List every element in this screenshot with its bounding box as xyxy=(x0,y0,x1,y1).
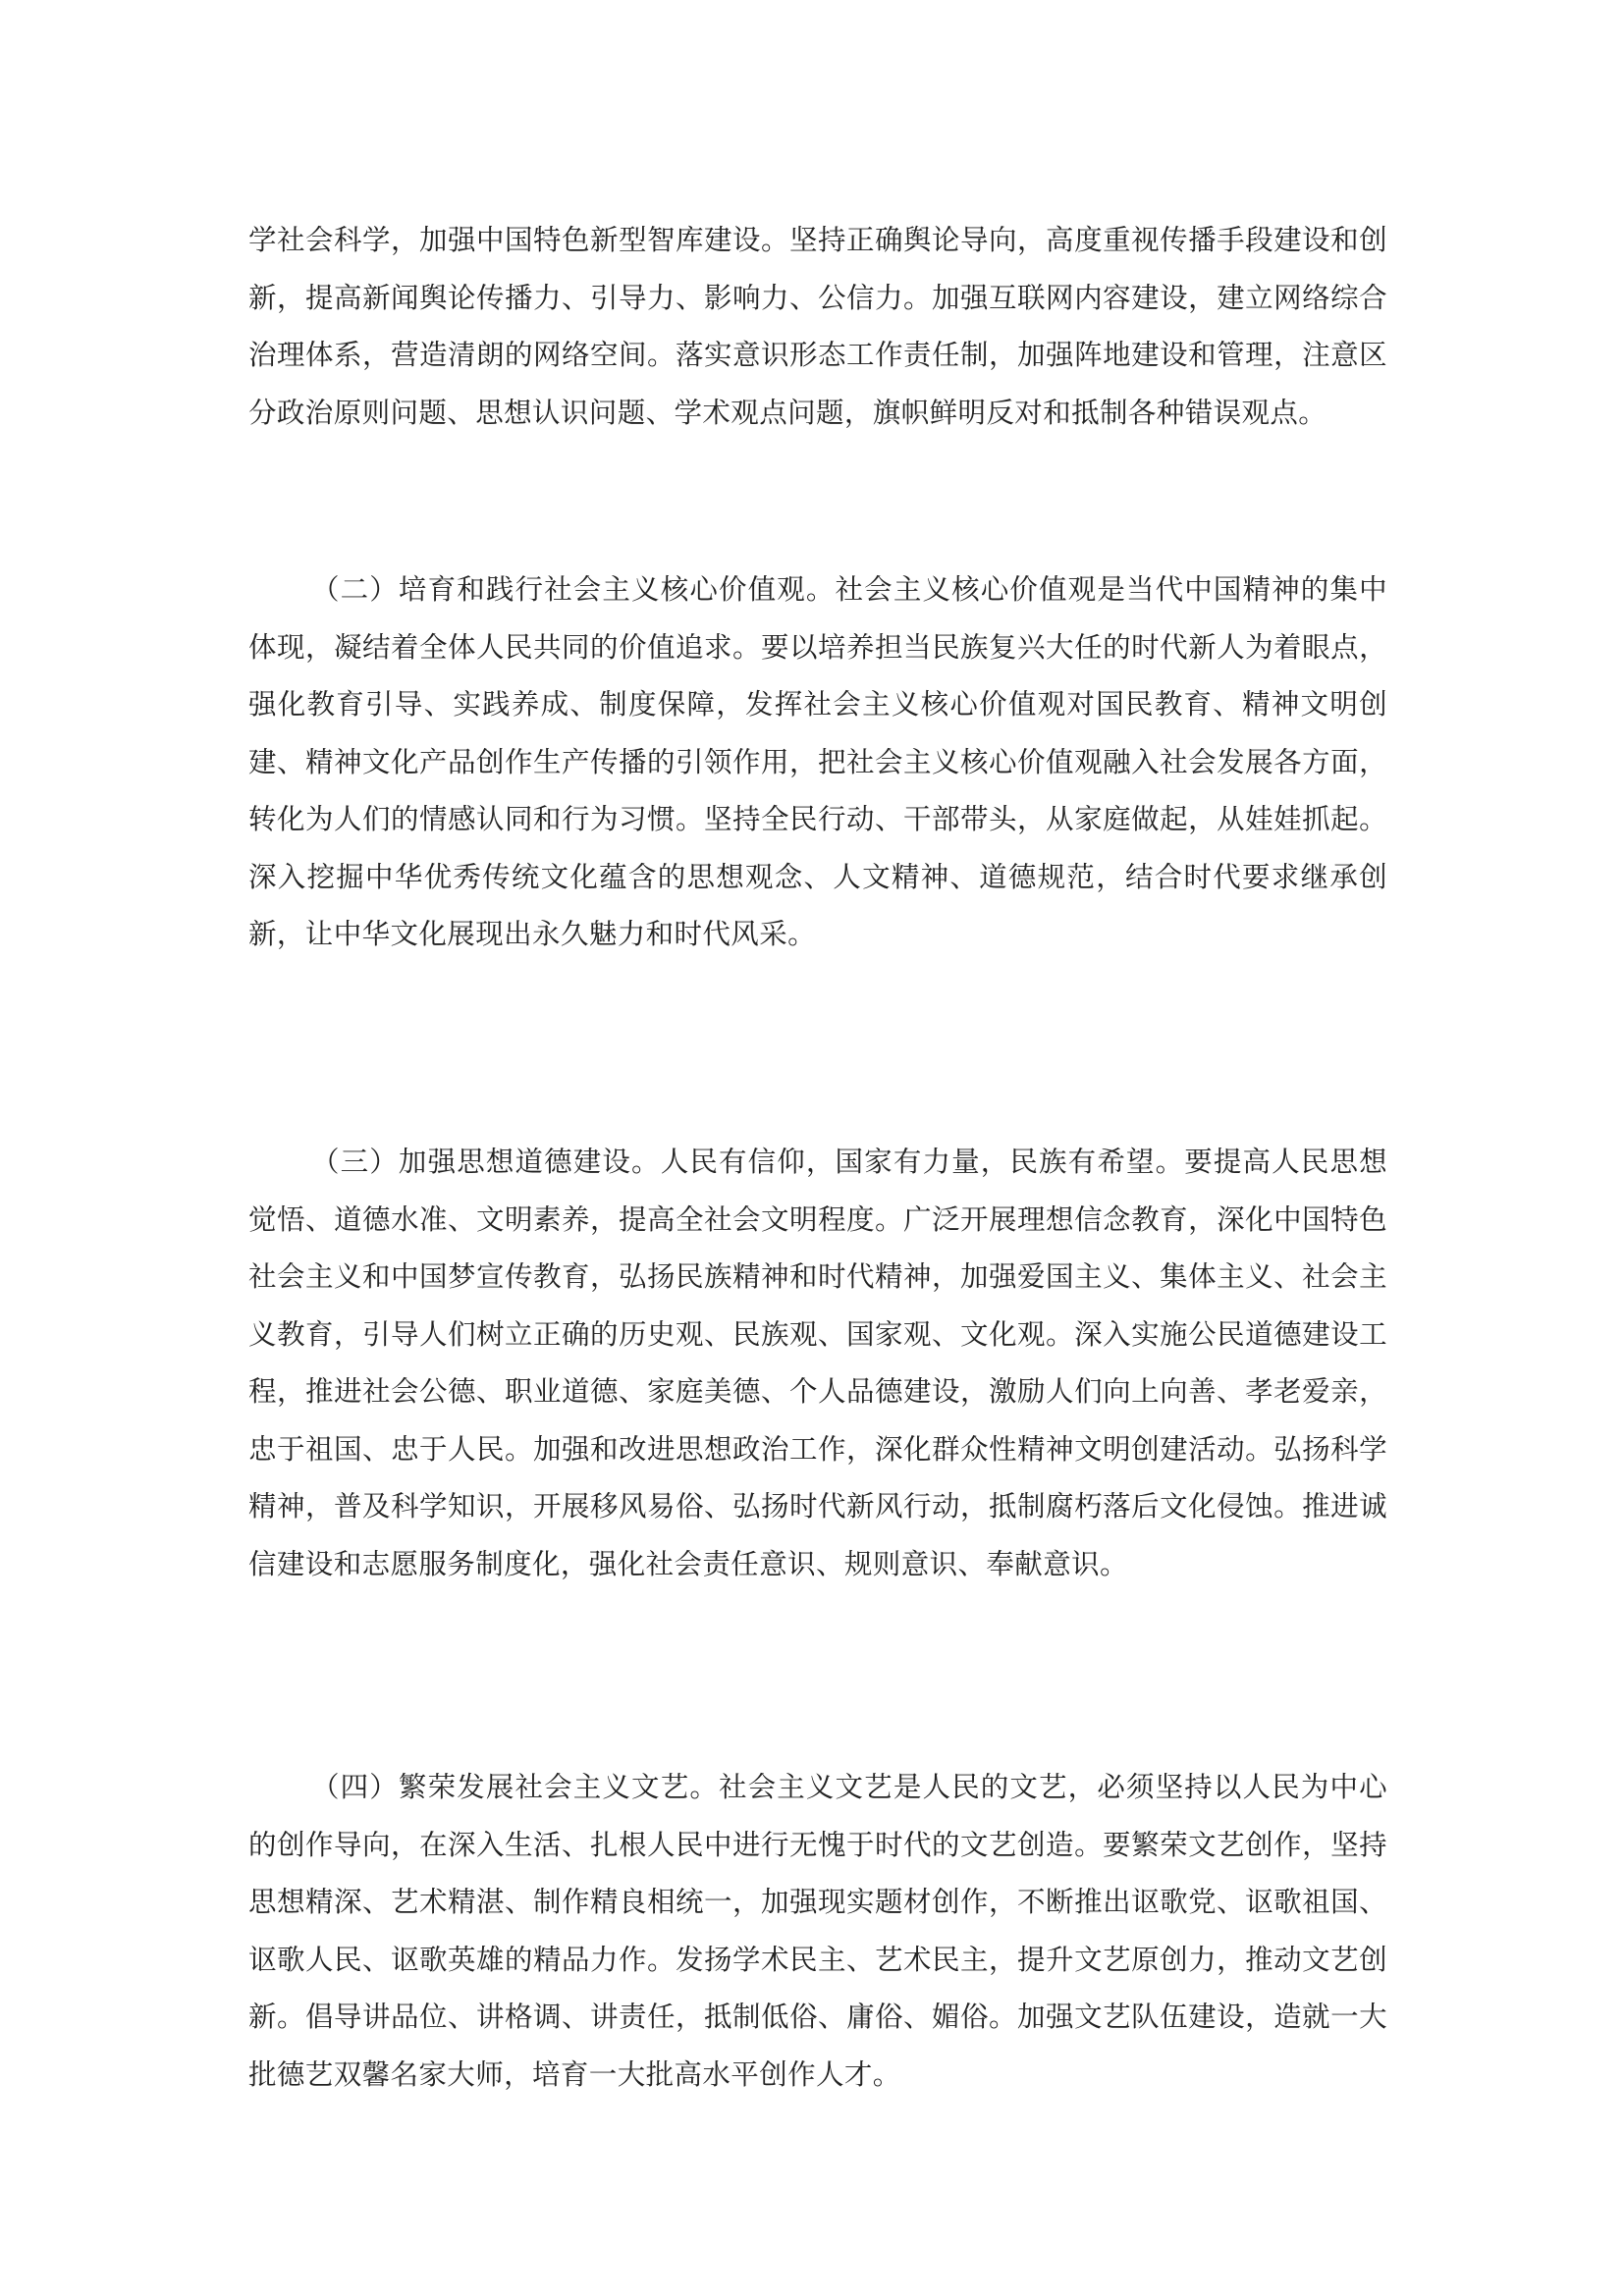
paragraph-2: （二）培育和践行社会主义核心价值观。社会主义核心价值观是当代中国精神的集中体现，凝结着全体人民共同的价值追求。要以培养担当民族复兴大任的时代新人为着眼点，强化教育引导、实践养成、制度保障，发挥社会主义核心价值观对国民教育、精神文明创建、精神文化产品创作生产传播的引领作用，把社会主义核心价值观融入社会发展各方面，转化为人们的情感认同和行为习惯。坚持全民行动、干部带头，从家庭做起，从娃娃抓起。深入挖掘中华优秀传统文化蕴含的思想观念、人文精神、道德规范，结合时代要求继承创新，让中华文化展现出永久魅力和时代风采。 xyxy=(248,573,1387,950)
paragraph-4: （四）繁荣发展社会主义文艺。社会主义文艺是人民的文艺，必须坚持以人民为中心的创作导向，在深入生活、扎根人民中进行无愧于时代的文艺创造。要繁荣文艺创作，坚持思想精深、艺术精湛、制作精良相统一，加强现实题材创作，不断推出讴歌党、讴歌祖国、讴歌人民、讴歌英雄的精品力作。发扬学术民主、艺术民主，提升文艺原创力，推动文艺创新。倡导讲品位、讲格调、讲责任，抵制低俗、庸俗、媚俗。加强文艺队伍建设，造就一大批德艺双馨名家大师，培育一大批高水平创作人才。 xyxy=(248,1771,1387,2091)
paragraph-1: 学社会科学，加强中国特色新型智库建设。坚持正确舆论导向，高度重视传播手段建设和创新，提高新闻舆论传播力、引导力、影响力、公信力。加强互联网内容建设，建立网络综合治理体系，营造清朗的网络空间。落实意识形态工作责任制，加强阵地建设和管理，注意区分政治原则问题、思想认识问题、学术观点问题，旗帜鲜明反对和抵制各种错误观点。 xyxy=(248,224,1387,429)
paragraph-3: （三）加强思想道德建设。人民有信仰，国家有力量，民族有希望。要提高人民思想觉悟、道德水准、文明素养，提高全社会文明程度。广泛开展理想信念教育，深化中国特色社会主义和中国梦宣传教育，弘扬民族精神和时代精神，加强爱国主义、集体主义、社会主义教育，引导人们树立正确的历史观、民族观、国家观、文化观。深入实施公民道德建设工程，推进社会公德、职业道德、家庭美德、个人品德建设，激励人们向上向善、孝老爱亲，忠于祖国、忠于人民。加强和改进思想政治工作，深化群众性精神文明创建活动。弘扬科学精神，普及科学知识，开展移风易俗、弘扬时代新风行动，抵制腐朽落后文化侵蚀。推进诚信建设和志愿服务制度化，强化社会责任意识、规则意识、奉献意识。 xyxy=(248,1146,1387,1580)
